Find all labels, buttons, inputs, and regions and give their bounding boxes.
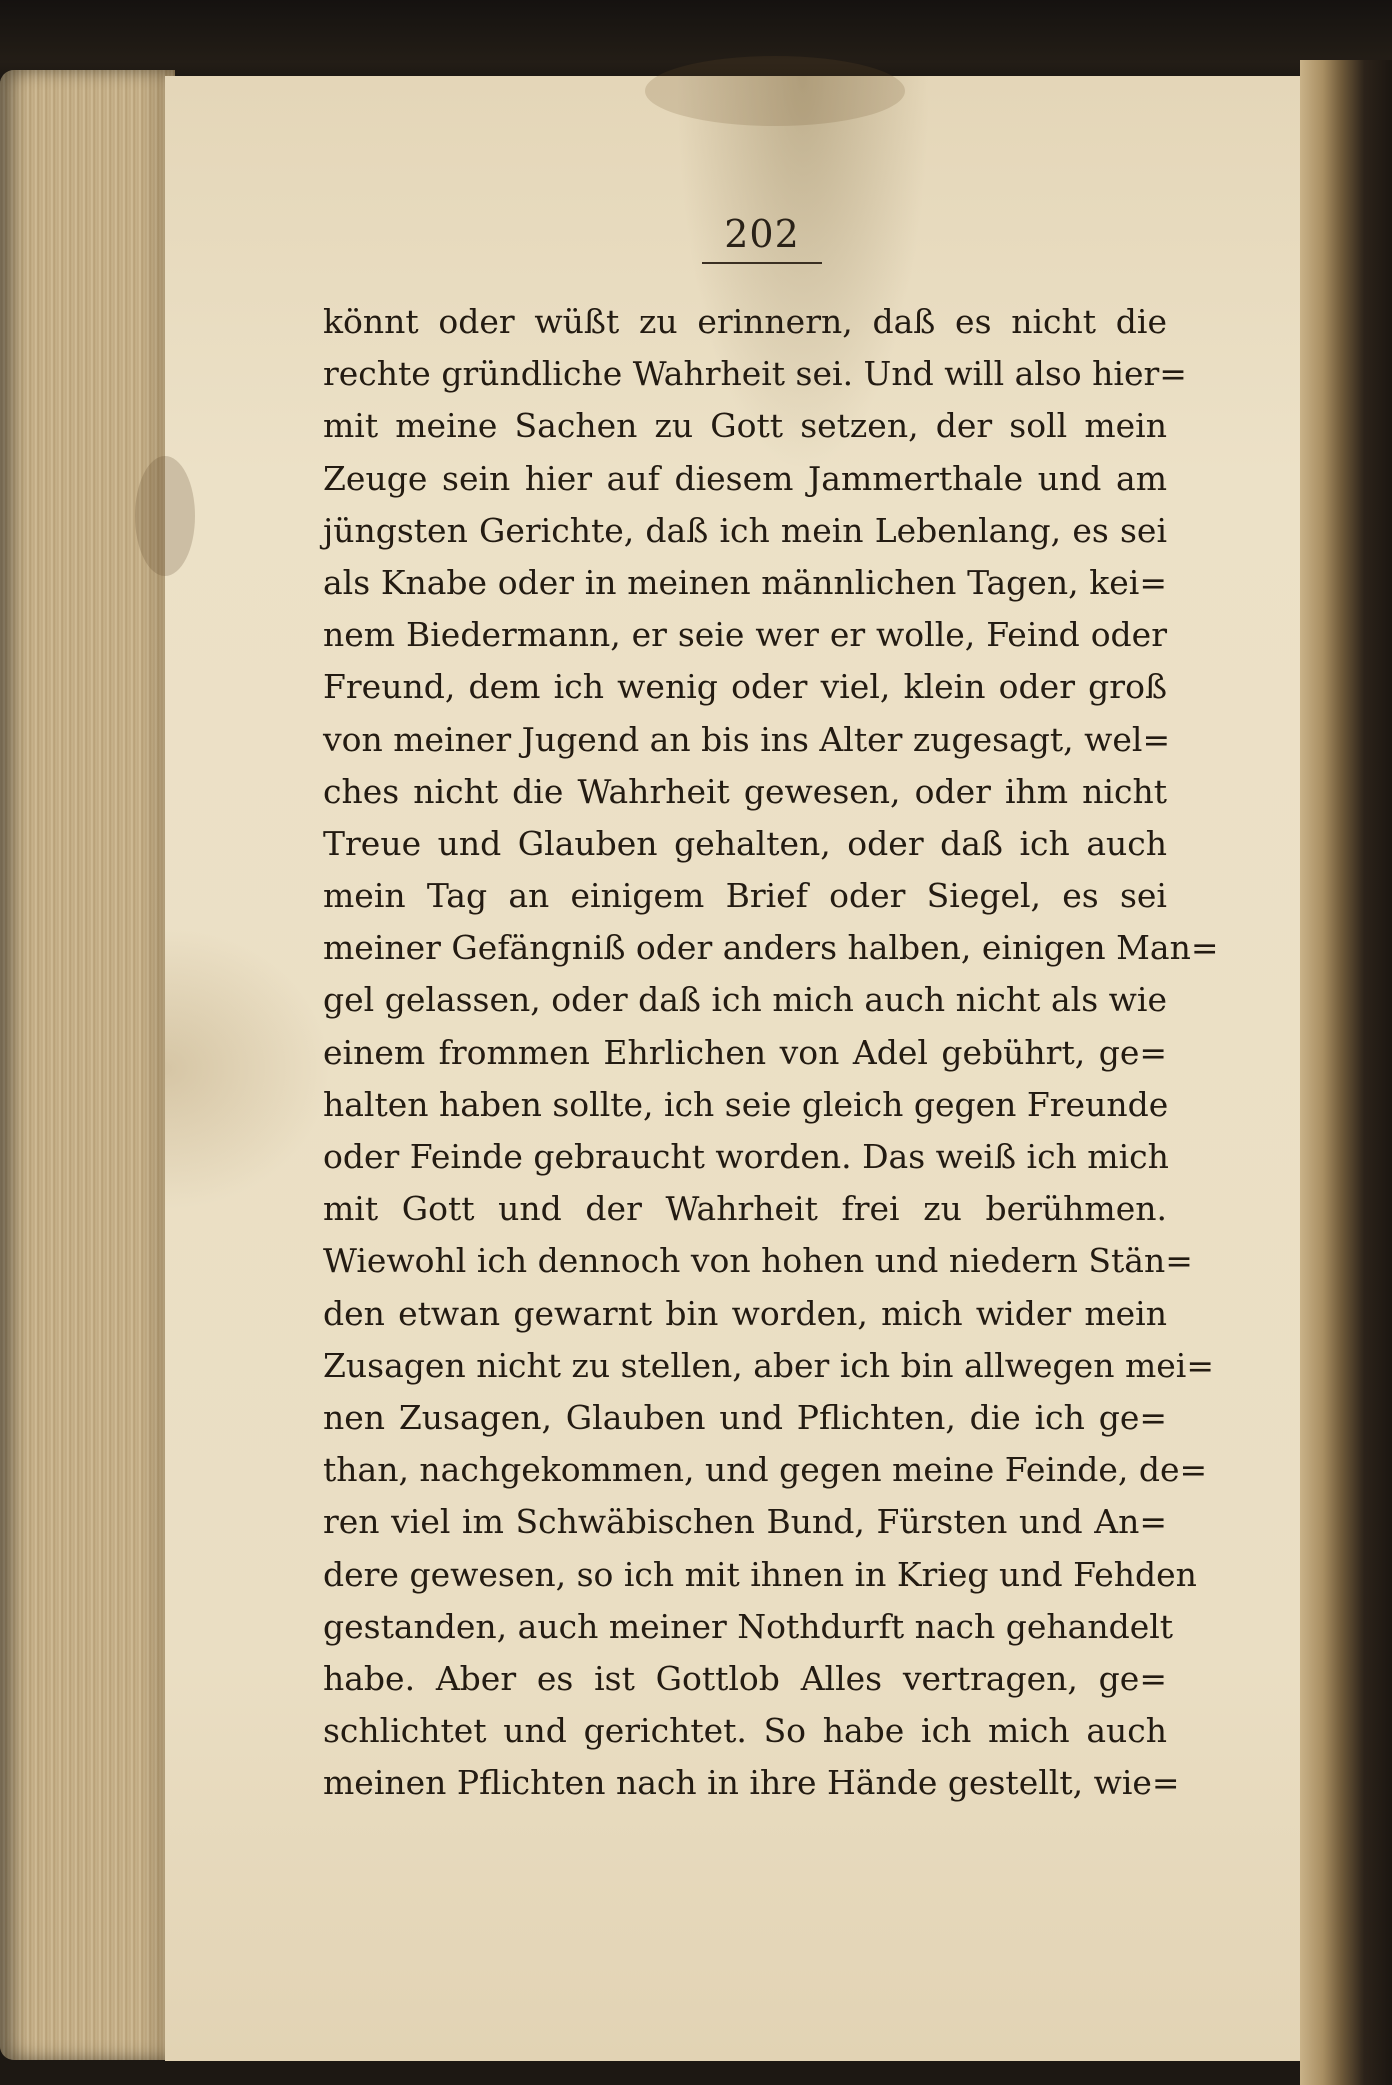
paper-stain xyxy=(645,56,905,126)
text-line: mein Tag an einigem Brief oder Siegel, es sei xyxy=(323,876,1167,916)
text-line: mit Gott und der Wahrheit frei zu berühmen. xyxy=(323,1189,1167,1229)
binding-gutter xyxy=(1300,60,1392,2085)
text-line: Treue und Glauben gehalten, oder daß ich auch xyxy=(323,823,1167,863)
text-line: habe. Aber es ist Gottlob Alles vertragen, ge= xyxy=(323,1658,1167,1698)
text-line: than, nachgekommen, und gegen meine Feinde, de= xyxy=(323,1450,1208,1490)
text-line: nem Biedermann, er seie wer er wolle, Feind oder xyxy=(323,615,1167,655)
paper-stain xyxy=(135,456,195,576)
text-line: gestanden, auch meiner Nothdurft nach gehandelt xyxy=(323,1606,1174,1646)
text-line: jüngsten Gerichte, daß ich mein Lebenlang, es sei xyxy=(323,510,1167,550)
text-line: könnt oder wüßt zu erinnern, daß es nicht die xyxy=(323,302,1167,341)
text-line: meiner Gefängniß oder anders halben, einigen Man= xyxy=(323,928,1219,968)
text-line: nen Zusagen, Glauben und Pflichten, die ich ge= xyxy=(323,1397,1167,1437)
page-number: 202 xyxy=(724,212,800,256)
text-line: mit meine Sachen zu Gott setzen, der soll mein xyxy=(323,406,1167,446)
text-line: ren viel im Schwäbischen Bund, Fürsten und An= xyxy=(323,1502,1167,1542)
body-text xyxy=(323,296,1219,1809)
text-line: oder Feinde gebraucht worden. Das weiß ich mich xyxy=(323,1137,1169,1176)
text-line: einem frommen Ehrlichen von Adel gebührt, ge= xyxy=(323,1032,1167,1072)
text-line: dere gewesen, so ich mit ihnen in Krieg und Fehden xyxy=(323,1554,1197,1594)
page-edges-left xyxy=(0,70,175,2060)
text-line: ches nicht die Wahrheit gewesen, oder ihm nicht xyxy=(323,771,1167,811)
text-line: Zeuge sein hier auf diesem Jammerthale und am xyxy=(323,458,1167,498)
page-number-rule xyxy=(702,262,822,264)
text-line: den etwan gewarnt bin worden, mich wider mein xyxy=(323,1293,1167,1333)
text-line: Zusagen nicht zu stellen, aber ich bin allwegen mei= xyxy=(323,1345,1214,1385)
text-line: meinen Pflichten nach in ihre Hände gestellt, wie= xyxy=(323,1763,1180,1803)
text-line: rechte gründliche Wahrheit sei. Und will also hier= xyxy=(323,354,1187,394)
text-line: gel gelassen, oder daß ich mich auch nicht als wie xyxy=(323,980,1167,1020)
text-line: halten haben sollte, ich seie gleich gegen Freunde xyxy=(323,1084,1169,1124)
text-line: von meiner Jugend an bis ins Alter zugesagt, wel= xyxy=(323,719,1171,759)
text-line: Freund, dem ich wenig oder viel, klein oder groß xyxy=(323,667,1167,707)
text-line: schlichtet und gerichtet. So habe ich mich auch xyxy=(323,1711,1167,1751)
text-line: Wiewohl ich dennoch von hohen und niedern Stän= xyxy=(323,1241,1193,1281)
text-line: als Knabe oder in meinen männlichen Tagen, kei= xyxy=(323,562,1167,602)
